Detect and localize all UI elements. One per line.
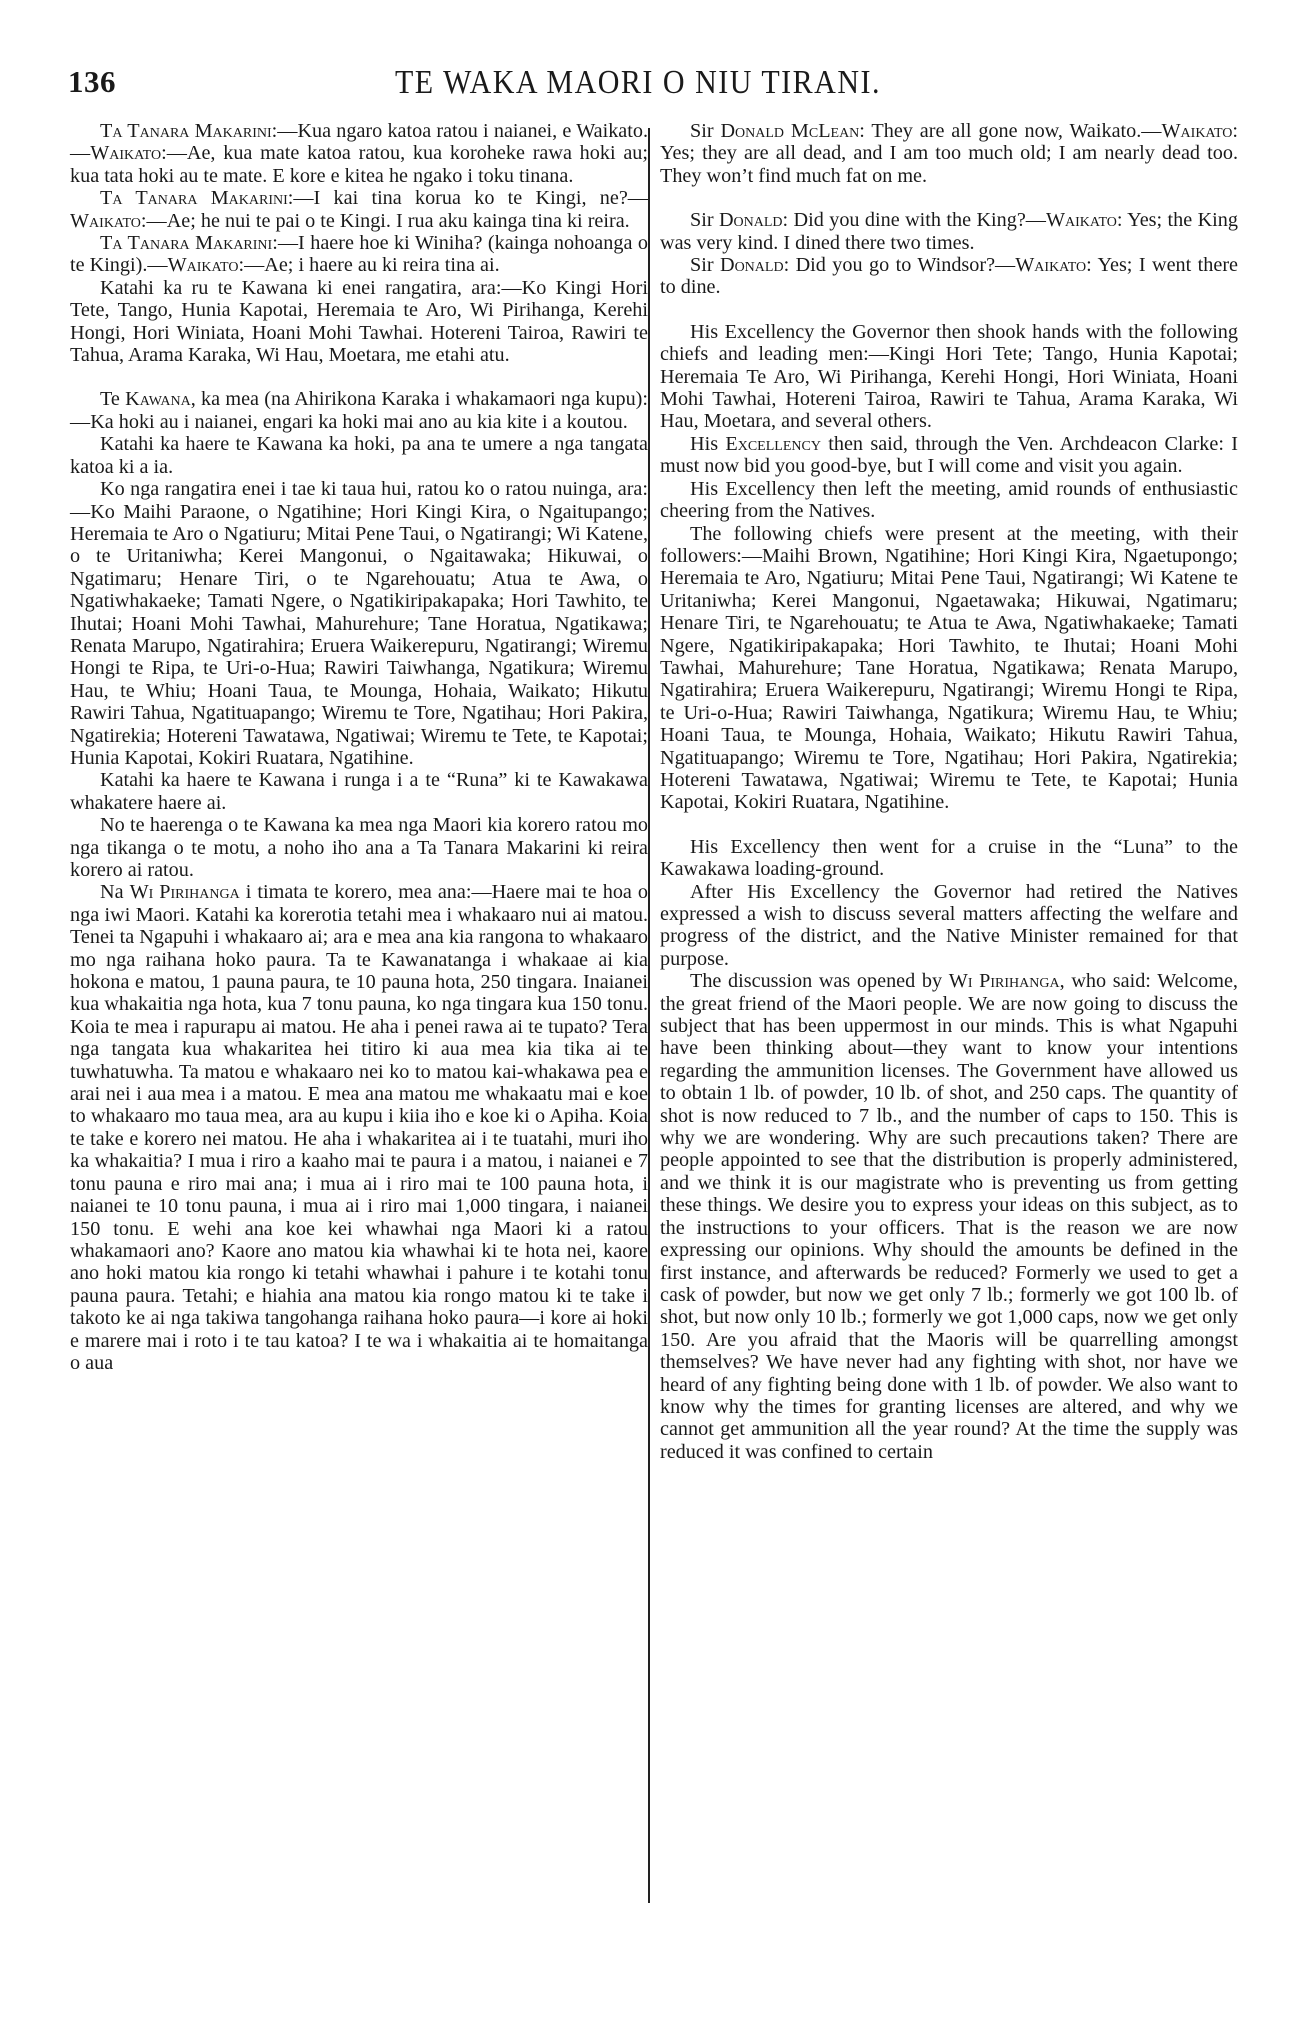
paragraph-text: i timata te korero, mea ana:—Haere mai te hoa o nga iwi Maori. Katahi ka korerotia tetahi mea i whakaaro nui ai matou. Tenei ta Ngapuhi i whakaaro ai; ara e mea ana kia rangona to whakaaro mo nga raihana hoko paura. Ta te Kawanatanga i whakaae ai kia hokona e matou, 1 pauna paura, te 10 pauna hota, 250 tingara. Inaianei kua whakaitia nga hota, kua 7 tonu pauna, ko nga tingara kua 150 tonu. Koia te mea i rapurapu ai matou. He aha i penei rawa ai te tupato? Tera nga tangata kua whakaritea hei titiro ki aua mea kia tika ai te tuwhatuwha. Ta matou e whakaaro nei ko to matou kai-whakawa pea e arai nei i aua mea i a matou. E mea ana matou me whakaatu mai e koe to whakaaro mo taua mea, ara au kupu i kiia iho e koe ki o Apiha. Koia te take e korero nei matou. He aha i whakaritea ai i te tuatahi, muri iho ka whakaitia? I mua i riro a kaaho mai te paura i a matou, i naianei e 7 tonu pauna e riro mai ana; i mua ai i riro mai te 100 pauna hota, i naianei te 10 tonu pauna, i mua ai i riro mai 1,000 tingara, i naianei 150 tonu. E wehi ana koe kei whawhai nga Maori ki a ratou whakamaori ano? Kaore ano matou kia whawhai ki te hota nei, kaore ano hoki matou kia rongo ki tetahi whawhai i pahure i te kotahi tonu pauna paura. Tetahi; e hiahia ana matou kia rongo matou ki te take i takoto ke ai nga takiwa tangohanga raihana hoko paura—i kore ai hoki e marere mai i roto i te tau katoa? I te wa i whakaitia ai te homaitanga o aua bbox=[70, 881, 648, 1374]
paragraph bbox=[70, 881, 648, 1374]
speaker-name: Donald bbox=[718, 209, 783, 232]
paragraph: No te haerenga o te Kawana ka mea nga Maori kia korero ratou mo nga tikanga o te motu, a noho iho ana a Ta Tanara Makarini ki reira korero ai ratou. bbox=[70, 814, 648, 881]
speaker-name: Ta Tanara Makarini bbox=[100, 232, 273, 255]
paragraph: His Excellency then went for a cruise in the “Luna” to the Kawakawa loading-ground. bbox=[660, 835, 1238, 881]
paragraph-text: : Yes; they are all dead, and I am too much old; I am nearly dead too. They won’t find much fat on me. bbox=[660, 120, 1239, 187]
section-gap bbox=[660, 187, 1238, 209]
paragraph-text: :—I haere hoe ki Winiha? (kainga nohoanga o te Kingi).— bbox=[70, 232, 648, 277]
paragraph bbox=[660, 209, 1238, 254]
maori-column bbox=[70, 120, 648, 1374]
speaker-name: Ta Tanara Makarini bbox=[100, 120, 272, 142]
speaker-name: Wi Pirihanga bbox=[948, 970, 1060, 993]
paragraph: His Excellency then left the meeting, amid rounds of enthusiastic cheering from the Natives. bbox=[660, 477, 1238, 523]
paragraph-text: The discussion was opened by bbox=[690, 970, 949, 993]
paragraph-text: Sir bbox=[690, 209, 719, 232]
paragraph-text: :—Ae, kua mate katoa ratou, kua koroheke rawa hoki au; kua tata hoki au te mate. E kore e kitea he ngako i toku tinana. bbox=[70, 142, 648, 187]
speaker-name: Excellency bbox=[725, 432, 821, 455]
paragraph bbox=[660, 254, 1238, 299]
paragraph: After His Excellency the Governor had retired the Natives expressed a wish to discuss several matters affecting the welfare and progress of the district, and the Native Minister remained for that purpose. bbox=[660, 880, 1238, 970]
paragraph bbox=[70, 187, 648, 232]
column-divider bbox=[648, 128, 650, 1903]
running-title: TE WAKA MAORI O NIU TIRANI. bbox=[394, 63, 882, 101]
paragraph-text: then said, through the Ven. Archdeacon Clarke: I must now bid you good-bye, but I will come and visit you again. bbox=[660, 432, 1239, 478]
paragraph bbox=[70, 232, 648, 277]
paragraph-text: : They are all gone now, Waikato.— bbox=[859, 120, 1162, 142]
speaker-name: Kawana bbox=[125, 388, 191, 411]
paragraph bbox=[70, 388, 648, 433]
section-gap bbox=[660, 814, 1238, 836]
speaker-name: Ta Tanara Makarini bbox=[100, 187, 288, 210]
speaker-name: Waikato bbox=[1015, 254, 1087, 277]
speaker-name: Waikato bbox=[1161, 120, 1233, 142]
paragraph bbox=[660, 120, 1238, 187]
speaker-name: Wi Pirihanga bbox=[129, 881, 240, 904]
speaker-name: Donald McLean bbox=[720, 120, 860, 142]
paragraph bbox=[660, 433, 1238, 478]
paragraph-text: His bbox=[690, 432, 726, 455]
paragraph: Katahi ka haere te Kawana ka hoki, pa ana te umere a nga tangata katoa ki a ia. bbox=[70, 433, 648, 478]
paragraph-text: , ka mea (na Ahirikona Karaka i whakamaori nga kupu):—Ka hoki au i naianei, engari ka hoki mai ano au kia kite i a koutou. bbox=[70, 388, 648, 433]
speaker-name: Donald bbox=[719, 254, 784, 277]
paragraph-text: :—Ae; i haere au ki reira tina ai. bbox=[238, 254, 500, 277]
paragraph-text: :—I kai tina korua ko te Kingi, ne?— bbox=[287, 187, 648, 210]
paragraph: His Excellency the Governor then shook hands with the following chiefs and leading men:—Kingi Hori Tete; Tango, Hunia Kapotai; Heremaia Te Aro, Wi Pirihanga, Kerehi Hongi, Hori Winiata, Hoani Mohi Tawhai, Hotereni Tairoa, Rawiri te Tahua, Arama Karaka, Wi Hau, Moetara, and several others. bbox=[660, 320, 1238, 433]
paragraph: Katahi ka ru te Kawana ki enei rangatira, ara:—Ko Kingi Hori Tete, Tango, Hunia Kapotai, Heremaia te Aro, Wi Pirihanga, Kerehi Hongi, Hori Winiata, Hoani Mohi Tawhai. Hotereni Tairoa, Rawiri te Tahua, Arama Karaka, Wi Hau, Moetara, me etahi atu. bbox=[70, 276, 648, 367]
speaker-name: Waikato bbox=[1045, 209, 1117, 232]
paragraph-text: Na bbox=[100, 881, 130, 904]
paragraph bbox=[660, 970, 1238, 1463]
english-column bbox=[660, 120, 1238, 1463]
paragraph-text: :—Ae; he nui te pai o te Kingi. I rua aku kainga tina ki reira. bbox=[140, 209, 630, 232]
paragraph-text: : Yes; the King was very kind. I dined there two times. bbox=[660, 209, 1238, 254]
paragraph bbox=[70, 120, 648, 187]
paragraph-text: : Did you dine with the King?— bbox=[782, 209, 1046, 232]
paragraph-text: : Did you go to Windsor?— bbox=[783, 254, 1016, 277]
paragraph-text: : Yes; I went there to dine. bbox=[660, 254, 1239, 299]
page-number: 136 bbox=[68, 64, 116, 99]
paragraph-text: :—Kua ngaro katoa ratou i naianei, e Waikato.— bbox=[70, 120, 648, 165]
section-gap bbox=[660, 299, 1238, 321]
paragraph: Ko nga rangatira enei i tae ki taua hui, ratou ko o ratou nuinga, ara:—Ko Maihi Paraone, o Ngatihine; Hori Kingi Kira, o Ngaitupango; Heremaia te Aro o Ngatiuru; Mitai Pene Taui, o Ngatirangi; Wi Katene, o te Uritaniwha; Kerei Mangonui, o Ngaitawaka; Hikuwai, o Ngatimaru; Henare Tiri, o te Ngarehouatu; Atua te Awa, o Ngatiwhakaeke; Tamati Ngere, o Ngatikiripakapaka; Hori Tawhito, te Ihutai; Hoani Mohi Tawhai, Mahurehure; Tane Horatua, Ngatikawa; Renata Marupo, Ngatirahira; Eruera Waikerepuru, Ngatirangi; Wiremu Hongi te Ripa, te Uri-o-Hua; Rawiri Taiwhanga, Ngatikura; Wiremu Hau, te Whiu; Hoani Taua, te Mounga, Hohaia, Waikato; Hikutu Rawiri Tahua, Ngatituapango; Wiremu te Tore, Ngatihau; Hori Pakira, Ngatirekia; Hotereni Tawatawa, Ngatiwai; Wiremu te Tete, te Kapotai; Hunia Kapotai, Kokiri Ruatara, Ngatihine. bbox=[70, 478, 648, 769]
paragraph-text: Sir bbox=[690, 120, 721, 142]
page-header bbox=[68, 64, 1248, 114]
paragraph: The following chiefs were present at the meeting, with their followers:—Maihi Brown, Ngatihine; Hori Kingi Kira, Ngaetupongo; Heremaia te Aro, Ngatiuru; Mitai Pene Taui, Ngatirangi; Wi Katene te Uritaniwha; Kerei Mangonui, Ngaetawaka; Hikuwai, Ngatimaru; Henare Tiri, te Ngarehouatu; te Atua te Awa, Ngatiwhakaeke; Tamati Ngere, Ngatikiripakapaka; Hori Tawhito, te Ihutai; Hoani Mohi Tawhai, Mahurehure; Tane Horatua, Ngatikawa; Renata Marupo, Ngatirahira; Eruera Waikerepuru, Ngatirangi; Wiremu Hongi te Ripa, te Uri-o-Hua; Rawiri Taiwhanga, Ngatikura; Wiremu Hau, te Whiu; Hoani Taua, te Mounga, Hohaia, Waikato; Hikutu Rawiri Tahua, Ngatituapango; Wiremu te Tore, Ngatihau; Hori Pakira, Ngatirekia; Hotereni Tawatawa, Ngatiwai; Wiremu te Tete, te Kapotai; Hunia Kapotai, Kokiri Ruatara, Ngatihine. bbox=[660, 522, 1238, 814]
speaker-name: Waikato bbox=[167, 254, 239, 277]
paragraph-text: Te bbox=[100, 388, 126, 411]
section-gap bbox=[70, 366, 648, 388]
speaker-name: Waikato bbox=[70, 209, 141, 232]
paragraph: Katahi ka haere te Kawana i runga i a te “Runa” ki te Kawakawa whakatere haere ai. bbox=[70, 769, 648, 814]
paragraph-text: , who said: Welcome, the great friend of the Maori people. We are now going to discuss the subject that has been uppermost in our minds. This is what Ngapuhi have been thinking about—they want to know your intentions regarding the ammunition licenses. The Government have allowed us to obtain 1 lb. of powder, 10 lb. of shot, and 250 caps. The quantity of shot is now reduced to 7 lb., and the number of caps to 150. This is why we are wondering. Why are such precautions taken? There are people appointed to see that the distribution is properly administered, and we think it is our magistrate who is preventing us from getting these things. We desire you to express your ideas on this subject, as to the instructions to your officers. That is the reason we are now expressing our opinions. Why should the amounts be defined in the first instance, and afterwards be reduced? Formerly we used to get a cask of powder, but now we get only 7 lb.; formerly we got 100 lb. of shot, but now only 10 lb.; formerly we got 1,000 caps, now we get only 150. Are you afraid that the Maoris will be quarrelling amongst themselves? We have never had any fighting with shot, nor have we heard of any fighting being done with 1 lb. of powder. We also want to know why the times for granting licenses are altered, and why we cannot get ammunition all the year round? At the time the supply was reduced it was confined to certain bbox=[660, 970, 1238, 1463]
paragraph-text: Sir bbox=[690, 254, 720, 277]
speaker-name: Waikato bbox=[90, 142, 162, 165]
